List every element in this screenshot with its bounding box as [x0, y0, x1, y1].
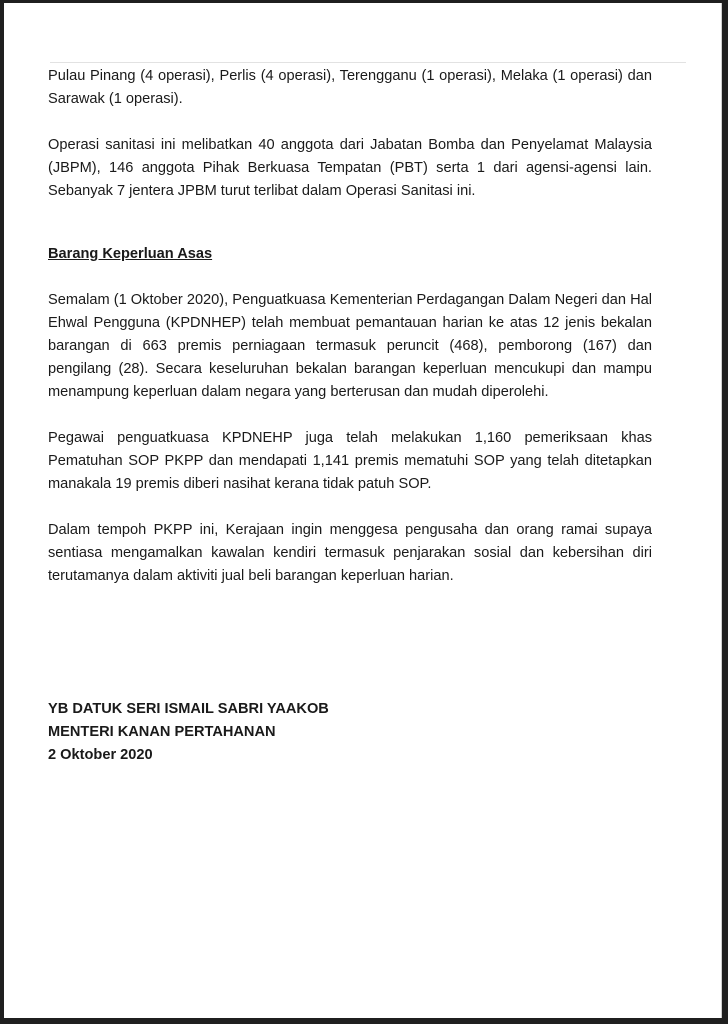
- paragraph-supply-monitoring: Semalam (1 Oktober 2020), Penguatkuasa Kementerian Perdagangan Dalam Negeri dan Hal Ehwal Pengguna (KPDNHEP) telah membuat pemantauan harian ke atas 12 jenis bekalan barangan di 663 premis perniagaan termasuk peruncit (468), pemborong (167) dan pengilang (28). Secara keseluruhan bekalan barangan keperluan mencukupi dan mampu menampung keperluan dalam negara yang berterusan dan mudah diperolehi.: [48, 292, 652, 400]
- signatory-title: MENTERI KANAN PERTAHANAN: [48, 724, 276, 740]
- signatory-name: YB DATUK SERI ISMAIL SABRI YAAKOB: [48, 701, 329, 717]
- section-heading: Barang Keperluan Asas: [48, 246, 213, 262]
- paragraph-public-advice: Dalam tempoh PKPP ini, Kerajaan ingin menggesa pengusaha dan orang ramai supaya sentiasa mengamalkan kawalan kendiri termasuk penjarakan sosial dan kebersihan diri terutamanya dalam aktiviti jual beli barangan keperluan harian.: [48, 522, 652, 584]
- document-page: [4, 3, 722, 1018]
- paragraph-sanitation-personnel: Operasi sanitasi ini melibatkan 40 anggota dari Jabatan Bomba dan Penyelamat Malaysia (JBPM), 146 anggota Pihak Berkuasa Tempatan (PBT) serta 1 dari agensi-agensi lain. Sebanyak 7 jentera JPBM turut terlibat dalam Operasi Sanitasi ini.: [48, 137, 652, 199]
- paragraph-operations-list: Pulau Pinang (4 operasi), Perlis (4 operasi), Terengganu (1 operasi), Melaka (1 operasi) dan Sarawak (1 operasi).: [48, 68, 652, 107]
- document-body: [48, 65, 652, 767]
- top-divider: [50, 62, 686, 63]
- document-date: 2 Oktober 2020: [48, 747, 153, 763]
- paragraph-sop-inspection: Pegawai penguatkuasa KPDNEHP juga telah melakukan 1,160 pemeriksaan khas Pematuhan SOP PKPP dan mendapati 1,141 premis mematuhi SOP yang telah ditetapkan manakala 19 premis diberi nasihat kerana tidak patuh SOP.: [48, 430, 652, 492]
